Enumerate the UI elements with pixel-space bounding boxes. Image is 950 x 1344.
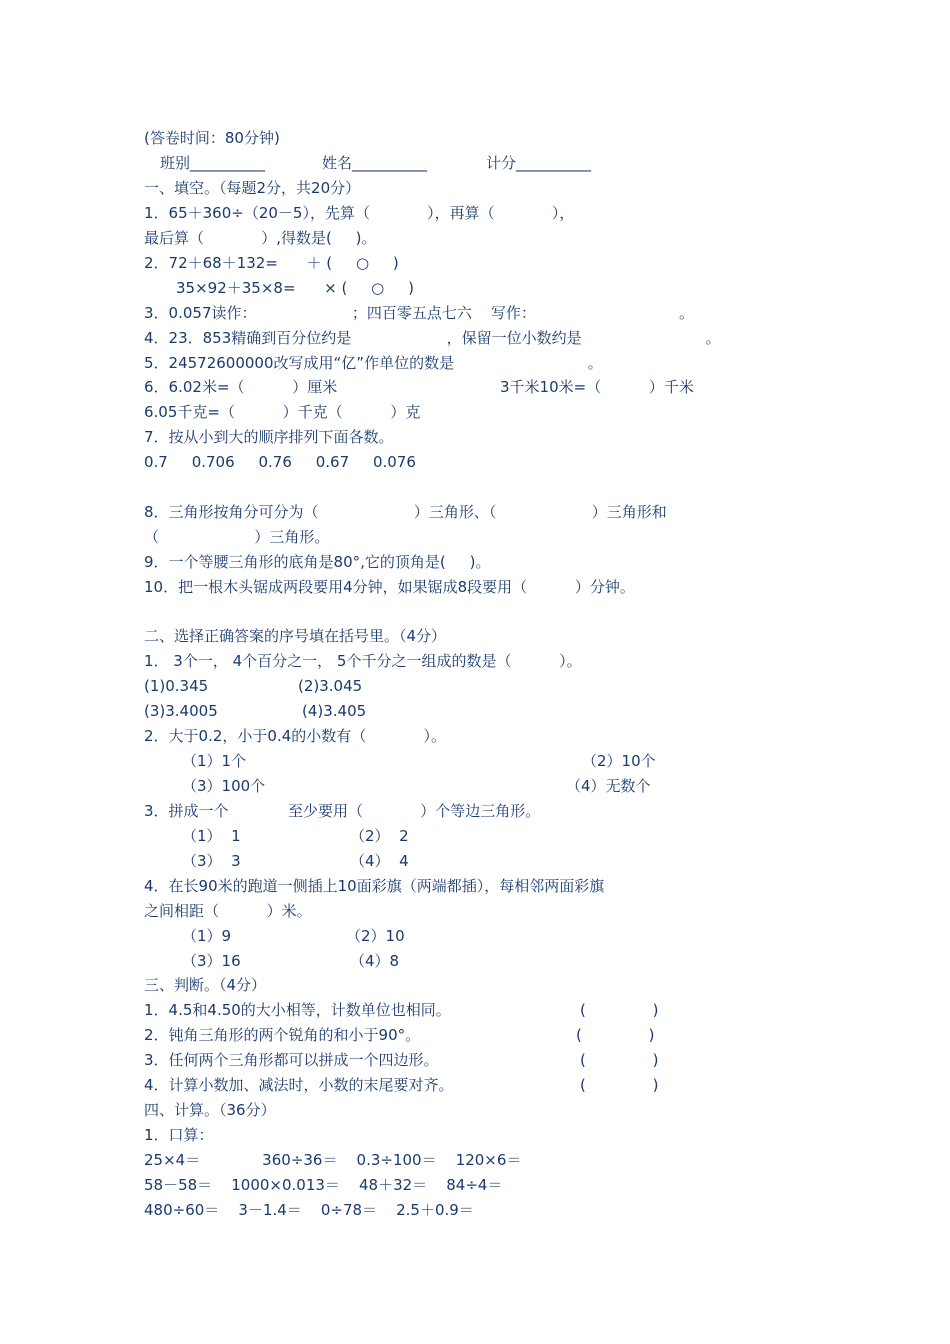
question-2-3b: 至少要用（ ）个等边三角形。 (288, 802, 541, 820)
question-2-4a: 4．在长90米的跑道一侧插上10面彩旗（两端都插），每相邻两面彩旗 (144, 877, 605, 895)
judge-2: 2．钝角三角形的两个锐角的和小于90°。 (144, 1026, 421, 1044)
question-2-2-option-1: （1）1个 (182, 752, 247, 770)
judge-4-answer: ( ) (580, 1076, 659, 1094)
question-2-1-option-4: (4)3.405 (302, 702, 367, 720)
judge-3: 3．任何两个三角形都可以拼成一个四边形。 (144, 1051, 439, 1069)
question-2-3a: 3．拼成一个 (144, 802, 229, 820)
question-1-7: 7．按从小到大的顺序排列下面各数。 (144, 428, 394, 446)
question-1-6a: 6．6.02米=（ ）厘米 (144, 378, 338, 396)
section-3-title: 三、判断。（4分） (144, 976, 267, 994)
question-1-5: 5．24572600000改写成用“亿”作单位的数是 。 (144, 354, 603, 372)
question-2-1: 1． 3个一， 4个百分之一， 5个千分之一组成的数是（ ）。 (144, 652, 582, 670)
oral-calc-row-2: 58－58＝ 1000×0.013＝ 48＋32＝ 84÷4＝ (144, 1176, 503, 1194)
section-4-title: 四、计算。（36分） (144, 1101, 276, 1119)
question-1-8b: （ ）三角形。 (144, 528, 330, 546)
question-2-4-option-2: （2）10 (346, 927, 405, 945)
question-2-2-option-2: （2）10个 (582, 752, 656, 770)
judge-1: 1．4.5和4.50的大小相等，计数单位也相同。 (144, 1001, 451, 1019)
question-1-2b: 35×92＋35×8= × ( ○ ) (176, 279, 414, 297)
question-2-4-option-3: （3）16 (182, 952, 241, 970)
question-1-10: 10．把一根木头锯成两段要用4分钟，如果锯成8段要用（ ）分钟。 (144, 578, 635, 596)
judge-3-answer: ( ) (580, 1051, 659, 1069)
question-2-4b: 之间相距（ ）米。 (144, 902, 312, 920)
class-field: 班别__________ (160, 154, 266, 172)
question-2-1-option-3: (3)3.4005 (144, 702, 218, 720)
question-2-3-option-2: （2） 2 (350, 827, 409, 845)
question-1-8a: 8．三角形按角分可分为（ ）三角形、（ ）三角形和 (144, 503, 667, 521)
section-2-title: 二、选择正确答案的序号填在括号里。（4分） (144, 627, 447, 645)
question-1-4: 4．23．853精确到百分位约是 ，保留一位小数约是 。 (144, 329, 721, 347)
question-1-6c: 6.05千克=（ ）千克（ ）克 (144, 403, 421, 421)
question-1-1b: 最后算（ ）,得数是( )。 (144, 229, 377, 247)
question-2-3-option-4: （4） 4 (350, 852, 409, 870)
question-1-6b: 3千米10米=（ ）千米 (500, 378, 694, 396)
judge-2-answer: ( ) (576, 1026, 655, 1044)
question-2-1-option-2: (2)3.045 (298, 677, 363, 695)
oral-calc-row-3: 480÷60＝ 3－1.4＝ 0÷78＝ 2.5＋0.9＝ (144, 1201, 474, 1219)
question-2-3-option-1: （1） 1 (182, 827, 241, 845)
question-2-3-option-3: （3） 3 (182, 852, 241, 870)
judge-1-answer: ( ) (580, 1001, 659, 1019)
question-1-7-numbers: 0.7 0.706 0.76 0.67 0.076 (144, 453, 416, 471)
score-field: 计分__________ (486, 154, 592, 172)
question-2-4-option-4: （4）8 (350, 952, 400, 970)
question-2-2-option-3: （3）100个 (182, 777, 266, 795)
section-1-title: 一、填空。（每题2分，共20分） (144, 179, 361, 197)
question-1-9: 9．一个等腰三角形的底角是80°,它的顶角是( )。 (144, 553, 491, 571)
question-1-3: 3．0.057读作： ；四百零五点七六 写作： 。 (144, 304, 694, 322)
question-2-4-option-1: （1）9 (182, 927, 232, 945)
name-field: 姓名__________ (322, 154, 428, 172)
exam-time: (答卷时间：80分钟) (144, 129, 280, 147)
oral-calc-row-1: 25×4＝ 360÷36＝ 0.3÷100＝ 120×6＝ (144, 1151, 522, 1169)
question-2-2: 2．大于0.2，小于0.4的小数有（ ）。 (144, 727, 446, 745)
question-1-1a: 1．65＋360÷（20－5），先算（ ），再算（ ）， (144, 204, 575, 222)
question-2-1-option-1: (1)0.345 (144, 677, 209, 695)
oral-calc-title: 1．口算： (144, 1126, 214, 1144)
question-2-2-option-4: （4）无数个 (566, 777, 651, 795)
judge-4: 4．计算小数加、减法时，小数的末尾要对齐。 (144, 1076, 454, 1094)
question-1-2a: 2．72＋68＋132= ＋ ( ○ ) (144, 254, 399, 272)
